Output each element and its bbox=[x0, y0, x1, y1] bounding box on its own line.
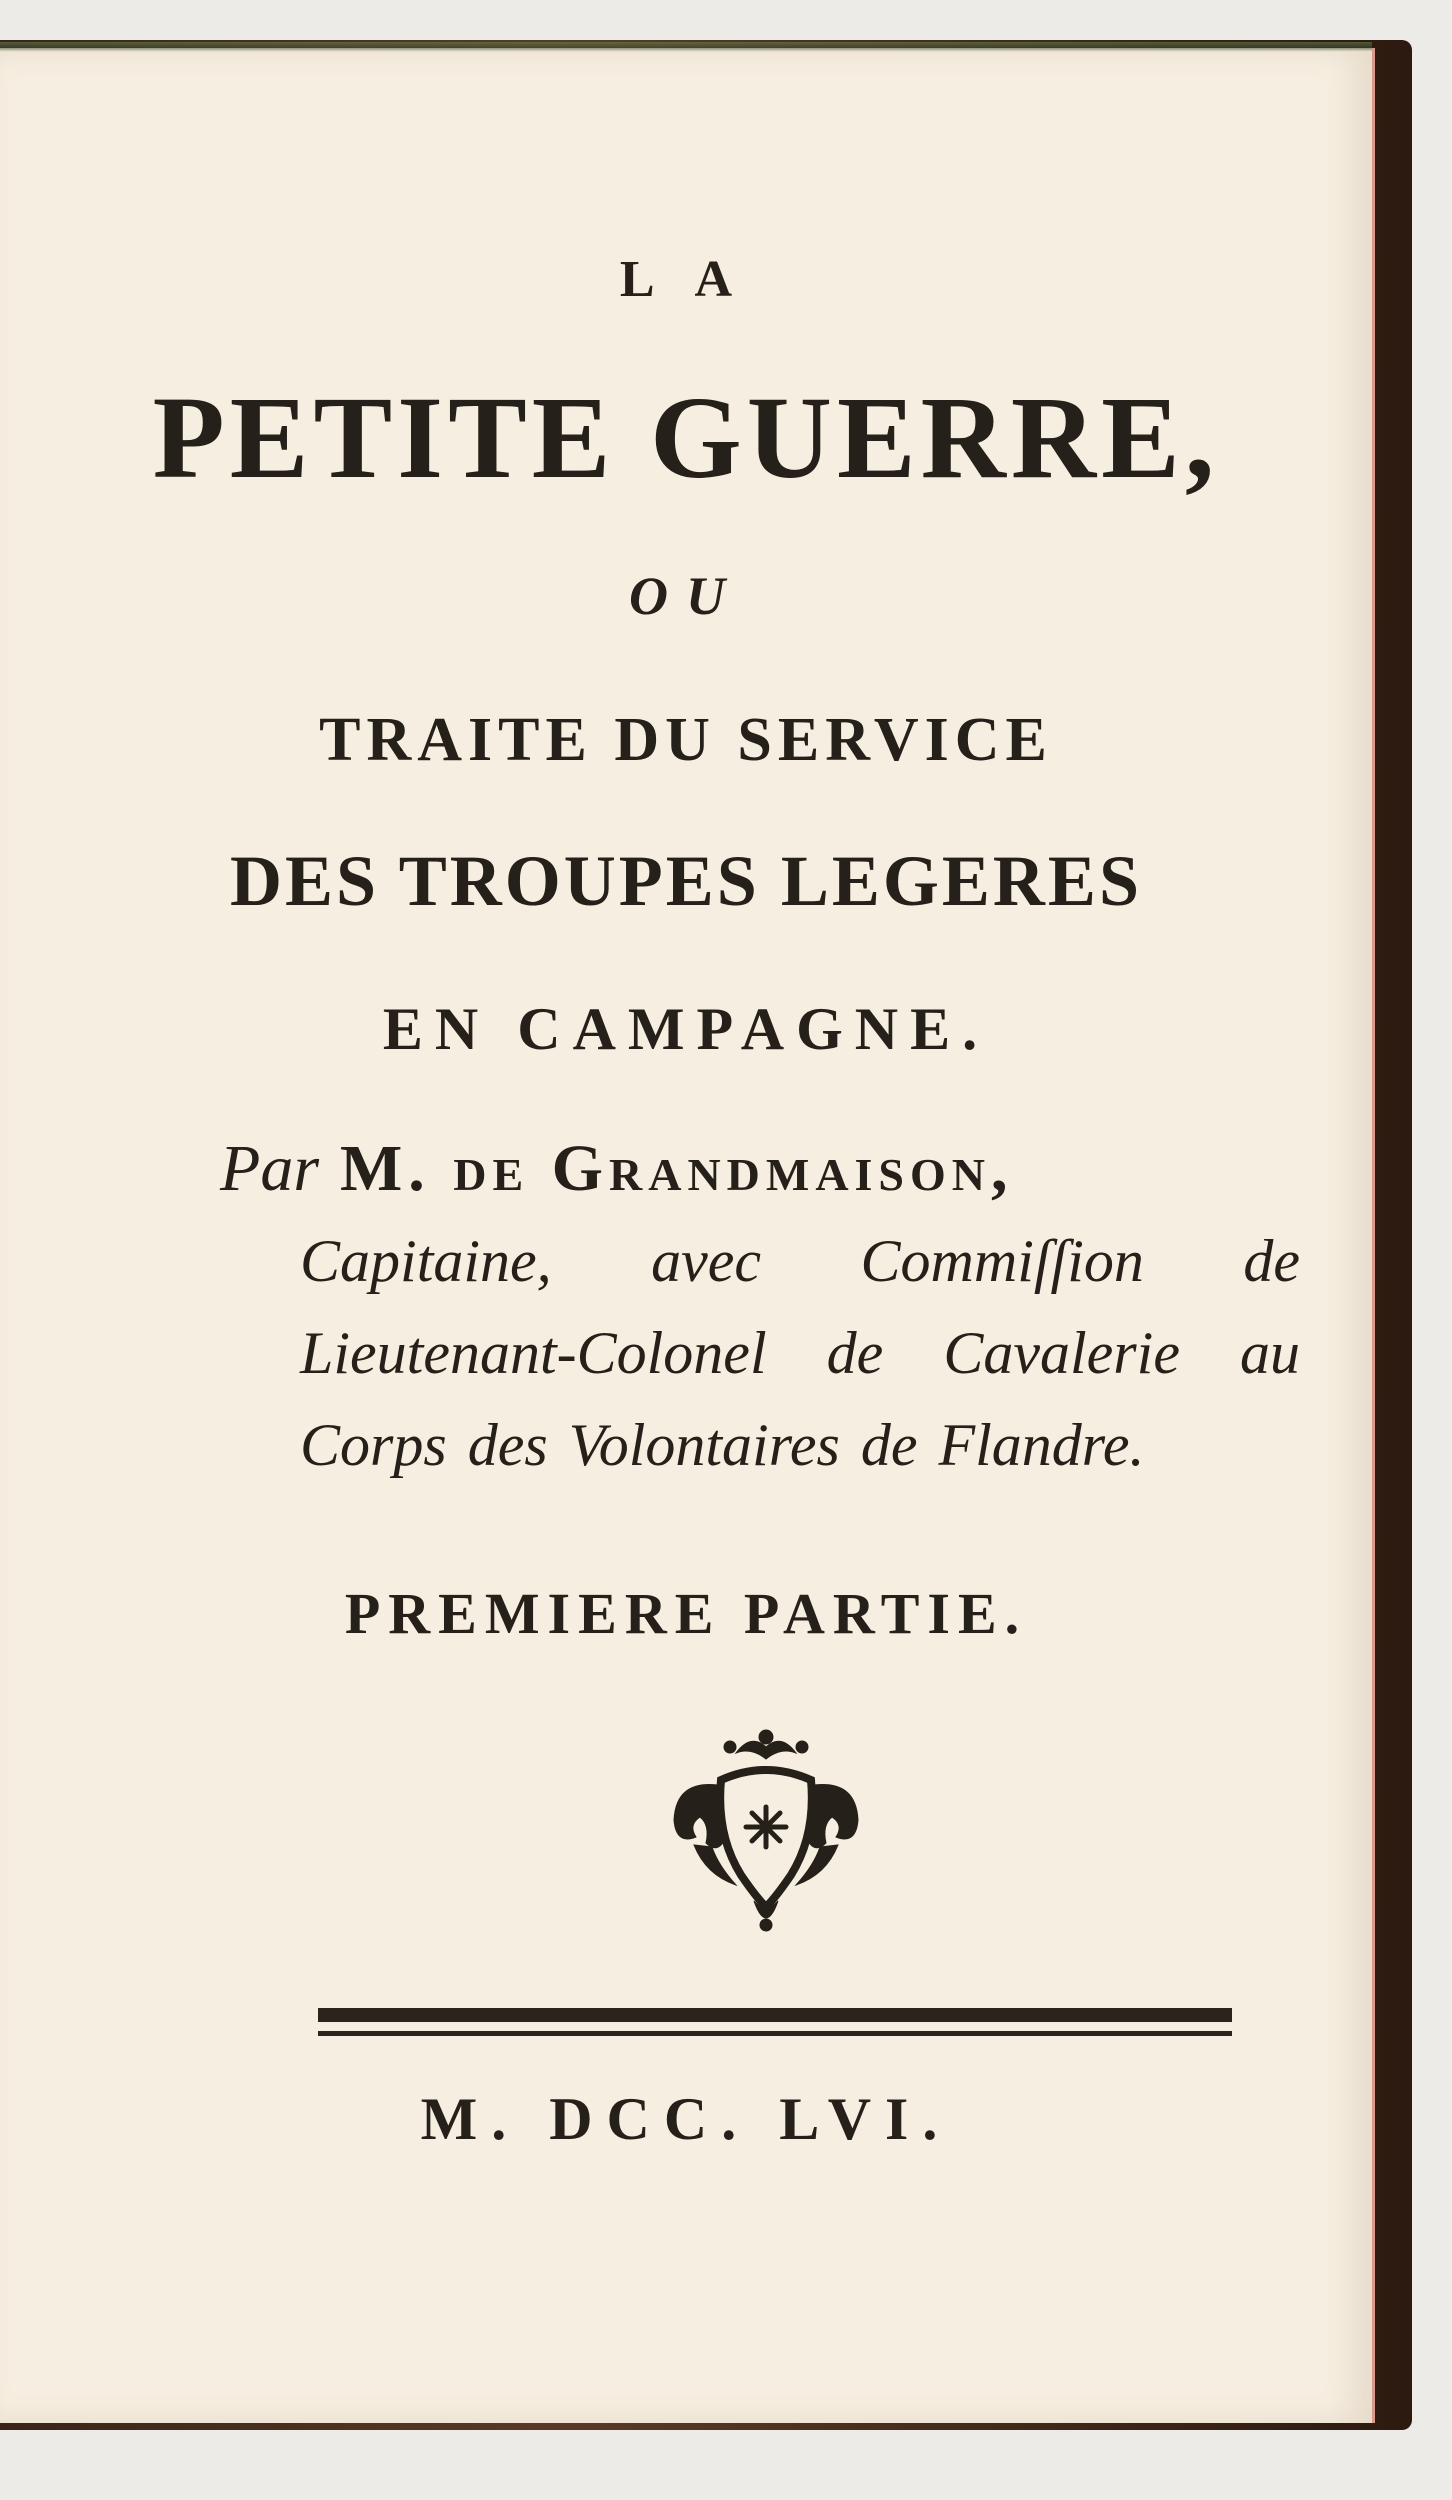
title-article: LA bbox=[619, 251, 773, 308]
part-label: PREMIERE PARTIE. bbox=[344, 1581, 1028, 1646]
author-block bbox=[220, 1128, 1310, 1491]
subtitle-line-1: TRAITE DU SERVICE bbox=[319, 706, 1053, 774]
publication-date: M. DCC. LVI. bbox=[420, 2086, 952, 2152]
decorative-rule-thick bbox=[318, 2008, 1232, 2022]
author-line bbox=[220, 1128, 1310, 1209]
title-conjunction: OU bbox=[629, 566, 743, 626]
subtitle-line-3: EN CAMPAGNE. bbox=[382, 996, 990, 1062]
author-name: M. de Grandmaison, bbox=[339, 1132, 1014, 1205]
author-description: Capitaine, avec Commiſſion de Lieutenant-Colonel de Cavalerie au Corps des Volontaires de Flandre. bbox=[300, 1228, 1300, 1478]
top-page-edge bbox=[0, 42, 1372, 52]
book-title: PETITE GUERRE, bbox=[152, 372, 1220, 503]
subtitle-line-2: DES TROUPES LEGERES bbox=[230, 841, 1142, 921]
author-par: Par bbox=[220, 1132, 319, 1205]
decorative-rule-thin bbox=[318, 2031, 1232, 2036]
fleuron-ornament-icon bbox=[666, 1725, 866, 1935]
